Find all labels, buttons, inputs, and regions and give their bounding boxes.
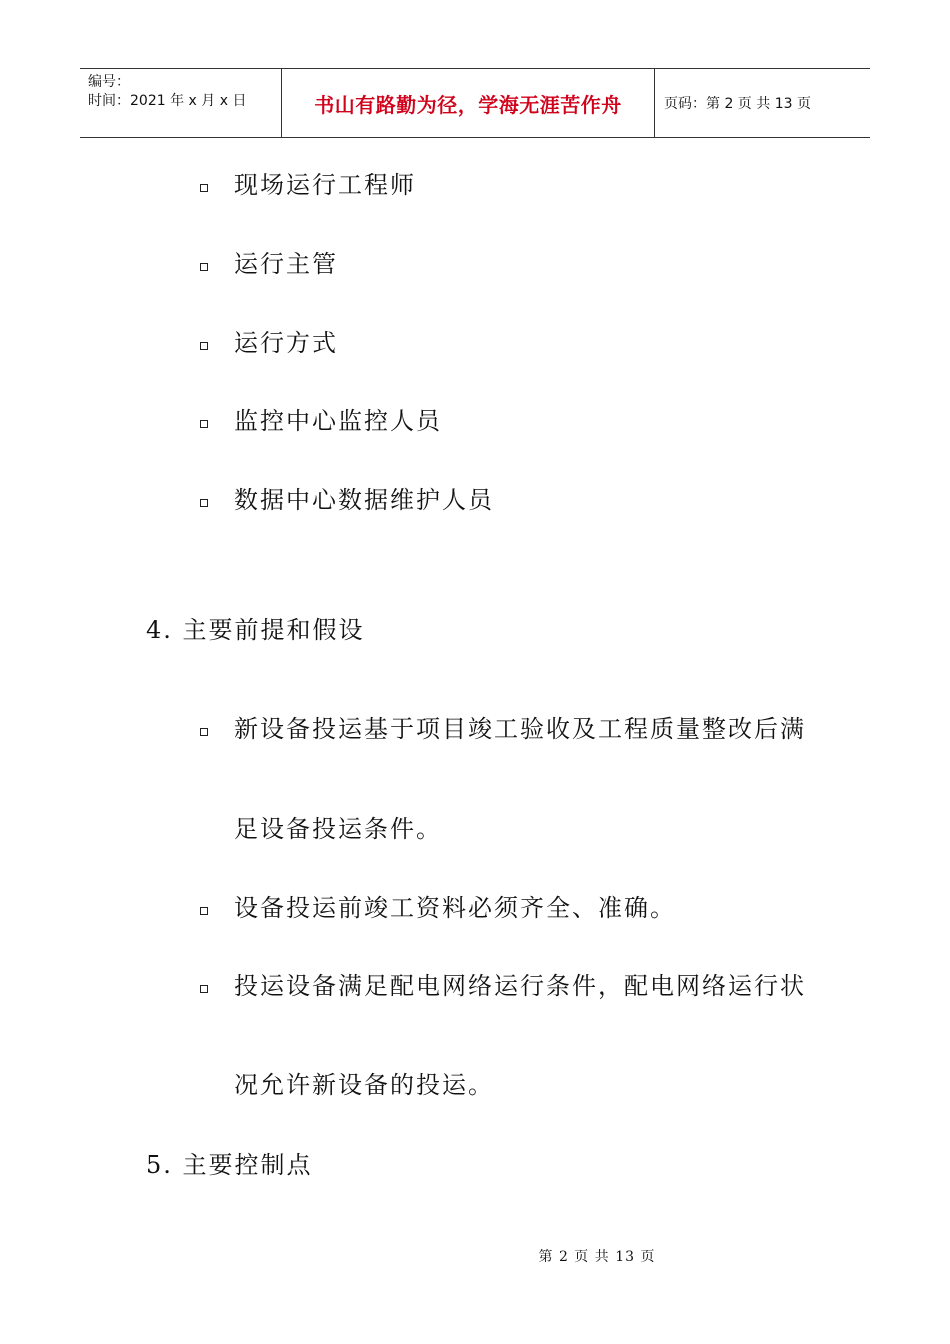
checkbox-bullet-icon bbox=[200, 907, 208, 915]
checkbox-bullet-icon bbox=[200, 985, 208, 993]
checkbox-bullet-icon bbox=[200, 499, 208, 507]
page-header bbox=[80, 68, 870, 138]
checkbox-bullet-icon bbox=[200, 342, 208, 350]
checkbox-bullet-icon bbox=[200, 728, 208, 736]
header-motto-cell bbox=[281, 69, 655, 137]
list-item-text: 设备投运前竣工资料必须齐全、准确。 bbox=[234, 894, 676, 922]
header-page-info: 页码：第 2 页 共 13 页 bbox=[664, 96, 811, 112]
header-motto: 书山有路勤为径，学海无涯苦作舟 bbox=[314, 92, 622, 117]
page-footer bbox=[0, 1246, 950, 1266]
document-time-label: 时间：2021 年 x 月 x 日 bbox=[88, 93, 247, 109]
list-item-text: 运行主管 bbox=[234, 250, 338, 278]
list-item-text: 现场运行工程师 bbox=[234, 171, 416, 199]
list-item-text: 数据中心数据维护人员 bbox=[234, 486, 494, 514]
list-item-text: 投运设备满足配电网络运行条件，配电网络运行状 bbox=[234, 972, 806, 1000]
section-heading-4: 4. 主要前提和假设 bbox=[146, 616, 365, 644]
checkbox-bullet-icon bbox=[200, 420, 208, 428]
list-item-text: 监控中心监控人员 bbox=[234, 407, 442, 435]
list-item-text: 运行方式 bbox=[234, 329, 338, 357]
section-heading-5: 5. 主要控制点 bbox=[146, 1151, 313, 1179]
list-item-text: 新设备投运基于项目竣工验收及工程质量整改后满 bbox=[234, 715, 806, 743]
document-number-label: 编号： bbox=[88, 74, 130, 90]
header-meta bbox=[80, 69, 280, 137]
checkbox-bullet-icon bbox=[200, 184, 208, 192]
footer-page-number: 第 2 页 共 13 页 bbox=[538, 1249, 656, 1265]
checkbox-bullet-icon bbox=[200, 263, 208, 271]
list-item-continuation: 况允许新设备的投运。 bbox=[234, 1071, 494, 1099]
list-item-continuation: 足设备投运条件。 bbox=[234, 815, 442, 843]
